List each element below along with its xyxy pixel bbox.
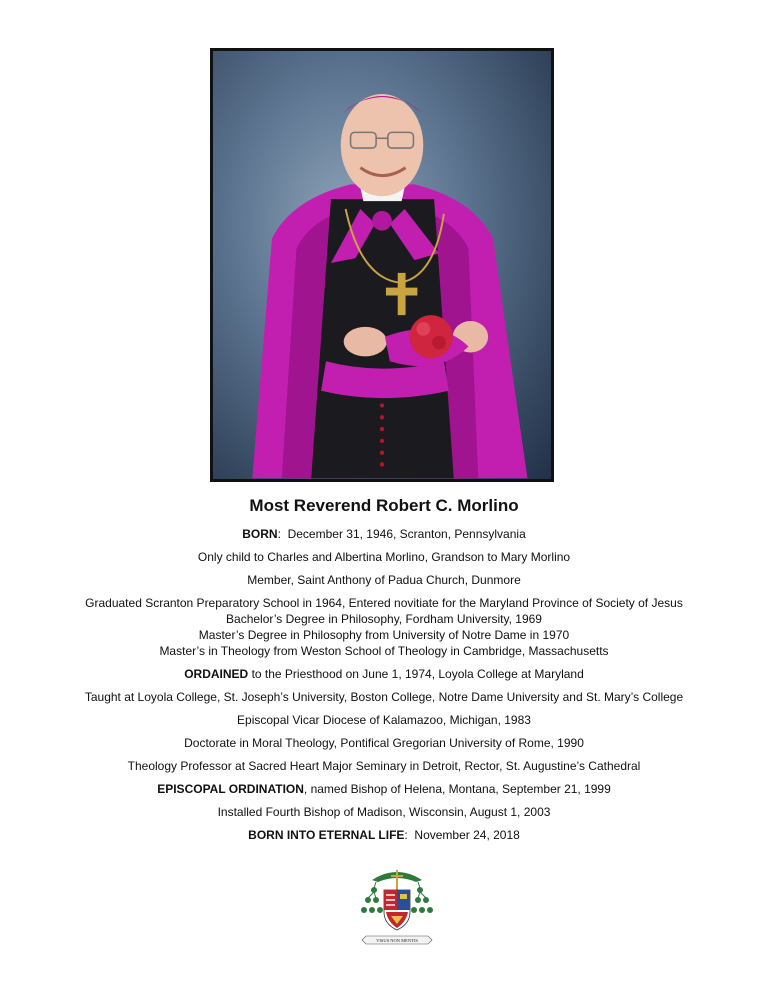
bio-sep: :	[277, 527, 288, 541]
bio-label: BORN	[242, 527, 278, 541]
bio-text: named Bishop of Helena, Montana, September 21, 1999	[310, 782, 611, 796]
bio-prep-school: Graduated Scranton Preparatory School in 1964, Entered novitiate for the Maryland Province of Society of Jesus	[85, 596, 683, 610]
bio-text: to the Priesthood on June 1, 1974, Loyola College at Maryland	[251, 667, 584, 681]
bio-label: ORDAINED	[184, 667, 249, 681]
bio-bachelor: Bachelor’s Degree in Philosophy, Fordham University, 1969	[226, 612, 542, 626]
bio-label: EPISCOPAL ORDINATION	[157, 782, 304, 796]
portrait-photo	[210, 48, 554, 482]
bio-ordained	[0, 666, 768, 682]
biography-list	[0, 526, 768, 843]
bio-taught: Taught at Loyola College, St. Joseph’s University, Boston College, Notre Dame University and St. Mary’s College	[84, 690, 684, 704]
bio-sep: :	[404, 828, 415, 842]
bio-installed: Installed Fourth Bishop of Madison, Wisconsin, August 1, 2003	[217, 805, 551, 819]
bio-master-theology: Master’s in Theology from Weston School of Theology in Cambridge, Massachusetts	[159, 644, 609, 658]
bio-parish: Member, Saint Anthony of Padua Church, Dunmore	[247, 573, 521, 587]
page-title: Most Reverend Robert C. Morlino	[249, 496, 519, 515]
bio-text: December 31, 1946, Scranton, Pennsylvania	[287, 527, 526, 541]
bio-label: BORN INTO ETERNAL LIFE	[248, 828, 405, 842]
bio-text: November 24, 2018	[414, 828, 520, 842]
bio-episcopal-ordination	[0, 781, 768, 797]
bio-doctorate: Doctorate in Moral Theology, Pontifical Gregorian University of Rome, 1990	[184, 736, 584, 750]
coat-of-arms-logo	[354, 866, 440, 948]
bio-sep: ,	[303, 782, 311, 796]
bio-family: Only child to Charles and Albertina Morlino, Grandson to Mary Morlino	[197, 550, 571, 564]
crest-motto: VISUS NON MENTIS	[376, 938, 418, 943]
bio-master-philosophy: Master’s Degree in Philosophy from University of Notre Dame in 1970	[198, 628, 570, 642]
bio-eternal-life	[0, 827, 768, 843]
coat-of-arms-icon	[354, 866, 440, 948]
bio-vicar: Episcopal Vicar Diocese of Kalamazoo, Michigan, 1983	[237, 713, 531, 727]
bio-born	[0, 526, 768, 542]
bio-professor: Theology Professor at Sacred Heart Major Seminary in Detroit, Rector, St. Augustine’s Cathedral	[127, 759, 641, 773]
portrait-illustration	[213, 51, 551, 479]
